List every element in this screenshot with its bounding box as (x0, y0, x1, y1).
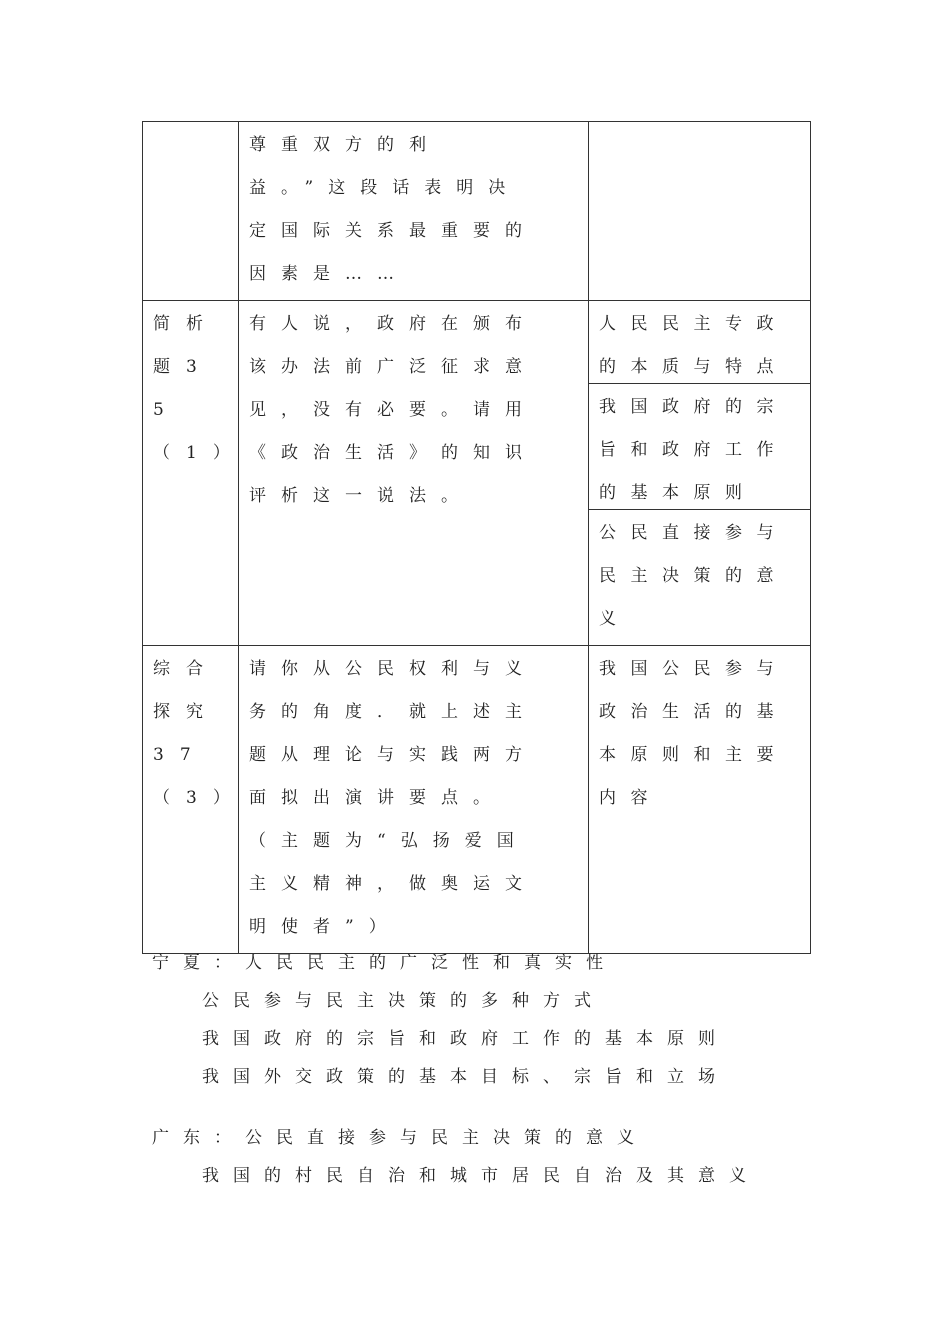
table-row (143, 122, 811, 301)
question-type (143, 122, 238, 128)
knowledge-point-cell (589, 122, 811, 301)
question-type-cell (143, 301, 246, 646)
note-item: 我国政府的宗旨和政府工作的基本原则 (202, 1029, 729, 1049)
question-text: 请你从公民权利与义务的角度．就上述主题从理论与实践两方面拟出演讲要点。（主题为“弘扬爱国主义精神，做奥运文明使者”） (249, 659, 537, 937)
knowledge-point: 公民直接参与民主决策的意义 (599, 523, 788, 629)
note-line (152, 1119, 832, 1157)
knowledge-point-cell (589, 646, 811, 954)
note-item: 人民民主的广泛性和真实性 (245, 953, 617, 973)
knowledge-point (589, 122, 810, 128)
note-item: 公民直接参与民主决策的意义 (245, 1128, 648, 1148)
note-item: 我国的村民自治和城市居民自治及其意义 (202, 1166, 760, 1186)
note-item: 公民参与民主决策的多种方式 (202, 991, 605, 1011)
region-label-ningxia: 宁夏： (152, 953, 245, 973)
exam-table (142, 121, 811, 954)
knowledge-point: 人民民主专政的本质与特点 (599, 314, 788, 377)
question-text: 尊重双方的利益。”这段话表明决定国际关系最重要的因素是…… (249, 135, 537, 284)
note-line (152, 944, 832, 982)
table-row (143, 301, 811, 646)
question-type: 综合探究37（3） (153, 659, 246, 808)
region-notes (152, 944, 832, 1195)
knowledge-point-cell (589, 301, 811, 646)
knowledge-point: 我国公民参与政治生活的基本原则和主要内容 (599, 659, 788, 808)
knowledge-point: 我国政府的宗旨和政府工作的基本原则 (599, 397, 788, 503)
question-text: 有人说，政府在颁布该办法前广泛征求意见，没有必要。请用《政治生活》的知识评析这一说法。 (249, 314, 537, 506)
question-type-cell (143, 122, 239, 301)
question-type-cell (143, 646, 246, 954)
note-item: 我国外交政策的基本目标、宗旨和立场 (202, 1067, 729, 1087)
question-cell (239, 122, 589, 301)
region-label-guangdong: 广东： (152, 1128, 245, 1148)
table-row (143, 646, 811, 954)
question-cell (239, 301, 589, 646)
question-type: 简析题35（1） (153, 314, 246, 463)
question-cell (239, 646, 589, 954)
